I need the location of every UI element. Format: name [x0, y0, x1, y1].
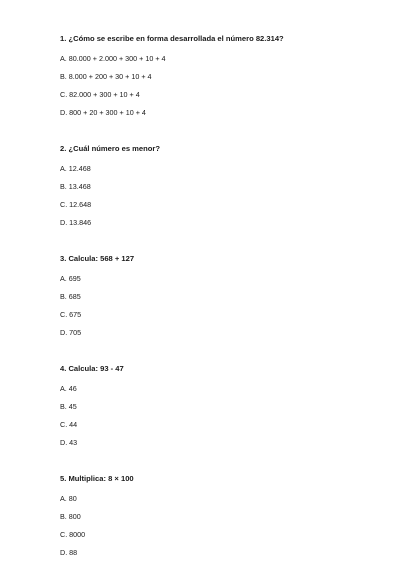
question-title: 3. Calcula: 568 + 127 [60, 254, 135, 263]
answer-option: C. 44 [60, 420, 78, 429]
quiz-content [60, 34, 390, 566]
question-spacer [60, 456, 390, 474]
question-title: 4. Calcula: 93 - 47 [60, 364, 124, 373]
answer-option: C. 675 [60, 310, 82, 319]
answer-option: C. 8000 [60, 530, 86, 539]
question-spacer [60, 126, 390, 144]
question-5 [60, 474, 390, 558]
answer-option: C. 12.648 [60, 200, 92, 209]
question-spacer [60, 346, 390, 364]
answer-option: D. 13.846 [60, 218, 92, 227]
question-spacer [60, 236, 390, 254]
answer-option: B. 45 [60, 402, 77, 411]
question-2 [60, 144, 390, 228]
question-4 [60, 364, 390, 448]
answer-option: A. 695 [60, 274, 81, 283]
answer-option: C. 82.000 + 300 + 10 + 4 [60, 90, 140, 99]
answer-option: A. 80.000 + 2.000 + 300 + 10 + 4 [60, 54, 166, 63]
answer-option: D. 88 [60, 548, 78, 557]
answer-option: A. 80 [60, 494, 77, 503]
answer-option: D. 800 + 20 + 300 + 10 + 4 [60, 108, 146, 117]
answer-option: B. 685 [60, 292, 81, 301]
question-1 [60, 34, 390, 118]
question-title: 2. ¿Cuál número es menor? [60, 144, 161, 153]
answer-option: D. 705 [60, 328, 82, 337]
question-title: 1. ¿Cómo se escribe en forma desarrollada el número 82.314? [60, 34, 284, 43]
answer-option: A. 46 [60, 384, 77, 393]
answer-option: D. 43 [60, 438, 78, 447]
answer-option: B. 13.468 [60, 182, 91, 191]
answer-option: B. 8.000 + 200 + 30 + 10 + 4 [60, 72, 152, 81]
answer-option: B. 800 [60, 512, 81, 521]
question-3 [60, 254, 390, 338]
answer-option: A. 12.468 [60, 164, 91, 173]
question-title: 5. Multiplica: 8 × 100 [60, 474, 134, 483]
